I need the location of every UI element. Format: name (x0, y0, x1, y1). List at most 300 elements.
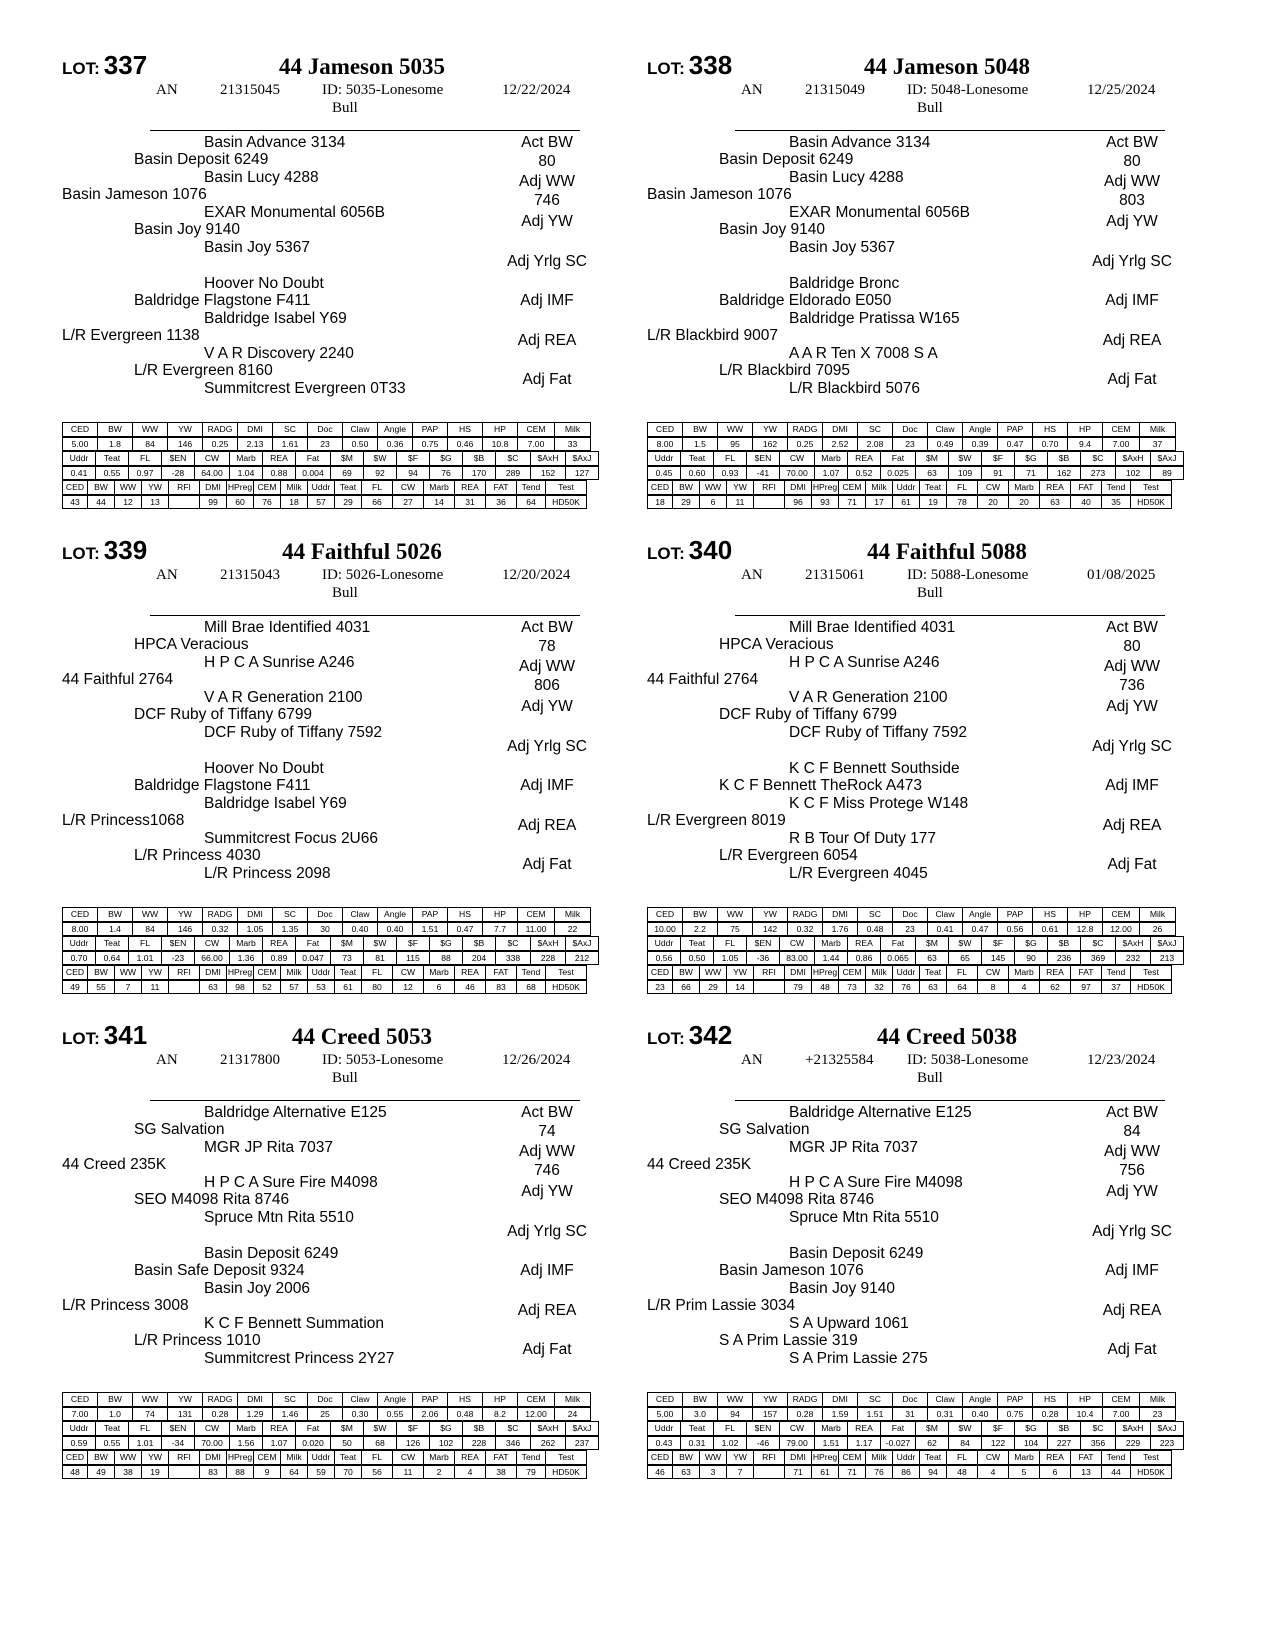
epd-row-container (62, 466, 590, 481)
pedigree-name: SEO M4098 Rita 8746 (134, 1191, 290, 1208)
epd-row-table (647, 480, 1172, 495)
epd-table (647, 422, 1177, 509)
epd-header-cell: Uddr (893, 1451, 920, 1465)
pedigree-name: Hoover No Doubt (204, 275, 324, 292)
epd-header-cell: HS (448, 1393, 483, 1407)
epd-value-cell: 79 (785, 980, 812, 994)
epd-header-cell: $W (949, 452, 982, 466)
epd-value-cell: 36 (486, 495, 517, 509)
epd-row-wrapper (62, 936, 584, 951)
epd-header-cell: Tend (517, 966, 546, 980)
epd-value-cell: 102 (430, 1436, 463, 1450)
epd-row-container (647, 922, 1169, 937)
epd-value-cell: 97 (1071, 980, 1102, 994)
epd-value-cell: 13 (142, 495, 169, 509)
pedigree-name: V A R Generation 2100 (789, 689, 948, 706)
epd-header-cell: Teat (920, 1451, 947, 1465)
epd-header-cell: CEM (1103, 908, 1140, 922)
lot-number: 339 (103, 535, 148, 565)
epd-header-cell: WW (718, 423, 753, 437)
epd-header-cell: $F (982, 452, 1015, 466)
epd-header-cell: $M (916, 1422, 949, 1436)
lot-label: LOT: (62, 59, 100, 78)
epd-row-table (62, 980, 587, 995)
epd-header-cell: BW (673, 481, 700, 495)
epd-value-cell: 1.5 (683, 437, 718, 451)
epd-value-cell: 369 (1081, 951, 1116, 965)
epd-header-cell: BW (673, 966, 700, 980)
epd-header-cell: Milk (281, 966, 308, 980)
epd-value-cell: 1.4 (98, 922, 133, 936)
epd-value-cell: 20 (1009, 495, 1040, 509)
epd-header-cell: Claw (928, 1393, 963, 1407)
epd-row-table (647, 907, 1176, 922)
epd-header-cell: SC (858, 908, 893, 922)
epd-header-cell: SC (273, 1393, 308, 1407)
epd-value-cell: -28 (162, 466, 195, 480)
epd-value-cell: 7.00 (518, 437, 555, 451)
epd-header-cell: CEM (254, 1451, 281, 1465)
epd-row-wrapper (62, 480, 584, 495)
epd-value-cell: 0.31 (681, 1436, 714, 1450)
pedigree-name: DCF Ruby of Tiffany 6799 (134, 706, 313, 723)
epd-value-cell: -46 (747, 1436, 780, 1450)
epd-header-cell: Uddr (648, 452, 681, 466)
epd-header-cell: YW (753, 423, 788, 437)
epd-value-cell: 71 (785, 1465, 812, 1479)
epd-value-cell: 262 (531, 1436, 566, 1450)
epd-row-container (62, 495, 584, 510)
epd-value-cell: 50 (331, 1436, 364, 1450)
epd-header-cell: CW (978, 481, 1009, 495)
registration-number: 21315049 (805, 82, 865, 98)
epd-value-cell: -41 (747, 466, 780, 480)
epd-row-table (647, 965, 1172, 980)
sex-label: Bull (332, 100, 358, 116)
epd-value-cell: 0.93 (714, 466, 747, 480)
epd-header-cell: $G (430, 937, 463, 951)
epd-value-cell: 71 (839, 495, 866, 509)
epd-value-cell: 63 (673, 1465, 700, 1479)
pedigree-name: 44 Creed 235K (62, 1156, 167, 1173)
registration-number: +21325584 (805, 1052, 874, 1068)
epd-header-cell: FL (947, 1451, 978, 1465)
epd-header-cell: YW (168, 908, 203, 922)
epd-value-cell: 6 (700, 495, 727, 509)
epd-value-cell: 237 (566, 1436, 599, 1450)
performance-data (1077, 134, 1187, 434)
epd-value-cell: 0.31 (928, 1407, 963, 1421)
epd-header-cell: Milk (1140, 908, 1176, 922)
birth-date: 12/23/2024 (1087, 1052, 1156, 1068)
sex-label: Bull (332, 585, 358, 601)
adj-yw-label: Adj YW (521, 1183, 573, 1200)
epd-header-cell: HS (1033, 1393, 1068, 1407)
epd-header-cell: FL (714, 1422, 747, 1436)
epd-value-cell: 66 (673, 980, 700, 994)
epd-value-cell: 0.39 (963, 437, 998, 451)
epd-value-cell: 0.41 (63, 466, 96, 480)
epd-value-cell: 142 (753, 922, 788, 936)
epd-header-cell: $AxJ (566, 937, 599, 951)
pedigree-name: Basin Joy 2006 (204, 1280, 310, 1297)
epd-header-cell: Angle (378, 1393, 413, 1407)
pedigree-name: K C F Bennett TheRock A473 (719, 777, 923, 794)
act-bw-value: 80 (1123, 638, 1141, 655)
epd-value-cell: 0.50 (681, 951, 714, 965)
epd-header-cell: SC (273, 423, 308, 437)
epd-header-cell: BW (88, 1451, 115, 1465)
epd-value-cell: 64.00 (195, 466, 230, 480)
header-divider (150, 130, 580, 131)
epd-row-container (62, 422, 584, 437)
pedigree-name: L/R Evergreen 1138 (62, 327, 200, 344)
epd-row-container (647, 451, 1177, 466)
epd-header-row (648, 423, 1176, 437)
performance-data (1077, 1104, 1187, 1404)
epd-value-cell: 0.004 (296, 466, 331, 480)
epd-value-cell: 1.01 (129, 1436, 162, 1450)
registration-number: 21317800 (220, 1052, 280, 1068)
epd-header-cell: Marb (1009, 966, 1040, 980)
epd-row-container (647, 936, 1177, 951)
act-bw-label: Act BW (521, 619, 573, 636)
epd-value-cell: 25 (308, 1407, 343, 1421)
epd-header-cell: CED (63, 481, 88, 495)
lot-number-header (647, 1020, 732, 1051)
epd-value-row (63, 1407, 591, 1421)
epd-header-cell: Angle (963, 1393, 998, 1407)
epd-value-cell: 229 (1116, 1436, 1151, 1450)
animal-info-row (62, 567, 602, 607)
epd-header-cell: CW (393, 966, 424, 980)
epd-header-cell: Milk (1140, 1393, 1176, 1407)
animal-name: 44 Jameson 5035 (278, 54, 446, 79)
sex-label: Bull (917, 1070, 943, 1086)
epd-value-cell: 0.47 (448, 922, 483, 936)
epd-value-cell: 1.51 (413, 922, 448, 936)
pedigree-name: K C F Miss Protege W148 (789, 795, 969, 812)
lot-label: LOT: (62, 544, 100, 563)
epd-header-cell: Uddr (63, 452, 96, 466)
epd-header-cell: $B (1048, 937, 1081, 951)
adj-ww-value: 803 (1119, 192, 1145, 209)
epd-header-cell: Marb (424, 481, 455, 495)
epd-value-cell: 48 (63, 1465, 88, 1479)
epd-header-cell: $AxH (531, 1422, 566, 1436)
epd-row-table (62, 907, 591, 922)
epd-header-cell: $W (364, 452, 397, 466)
pedigree-name: HPCA Veracious (719, 636, 834, 653)
epd-header-cell: Uddr (63, 937, 96, 951)
epd-header-cell: CEM (1103, 1393, 1140, 1407)
epd-value-cell: 1.76 (823, 922, 858, 936)
epd-header-row (648, 481, 1172, 495)
epd-header-cell: $C (496, 452, 531, 466)
epd-row-wrapper (647, 466, 1169, 481)
epd-value-cell: 0.47 (963, 922, 998, 936)
epd-value-cell: 356 (1081, 1436, 1116, 1450)
epd-header-cell: Uddr (893, 966, 920, 980)
epd-value-cell: 0.55 (96, 1436, 129, 1450)
epd-header-row (63, 452, 599, 466)
epd-value-cell: 0.97 (129, 466, 162, 480)
epd-header-cell: $AxJ (566, 1422, 599, 1436)
epd-value-row (63, 466, 599, 480)
epd-header-cell: HP (483, 423, 518, 437)
epd-value-cell: 0.40 (378, 922, 413, 936)
epd-header-cell: Teat (335, 1451, 362, 1465)
epd-value-cell: 0.45 (648, 466, 681, 480)
epd-value-cell: 6 (424, 980, 455, 994)
birth-date: 12/26/2024 (502, 1052, 571, 1068)
performance-data (492, 1104, 602, 1404)
epd-value-cell: 223 (1151, 1436, 1184, 1450)
epd-value-cell: 1.44 (815, 951, 848, 965)
epd-value-cell: 78 (947, 495, 978, 509)
animal-name: 44 Jameson 5048 (863, 54, 1031, 79)
epd-header-cell: Test (1131, 966, 1172, 980)
epd-row-wrapper (647, 437, 1169, 452)
epd-header-cell: $F (982, 937, 1015, 951)
epd-header-cell: $W (364, 937, 397, 951)
pedigree-name: R B Tour Of Duty 177 (789, 830, 937, 847)
epd-value-row (63, 1465, 587, 1479)
epd-header-cell: RADG (203, 908, 238, 922)
epd-row-container (62, 965, 584, 980)
epd-header-cell: RFI (754, 481, 785, 495)
pedigree-name: DCF Ruby of Tiffany 7592 (204, 724, 383, 741)
epd-value-cell: 24 (555, 1407, 591, 1421)
epd-header-cell: Milk (555, 1393, 591, 1407)
epd-header-cell: $M (916, 452, 949, 466)
epd-header-cell: FAT (486, 966, 517, 980)
epd-header-cell: $AxJ (1151, 452, 1184, 466)
epd-row-container (647, 495, 1169, 510)
epd-value-cell: HD50K (546, 1465, 587, 1479)
epd-header-cell: $AxJ (1151, 1422, 1184, 1436)
epd-value-row (63, 1436, 599, 1450)
epd-header-cell: RADG (203, 1393, 238, 1407)
pedigree (647, 134, 1077, 434)
epd-header-cell: HPreg (227, 482, 253, 493)
epd-header-cell: FL (129, 1422, 162, 1436)
epd-row-container (647, 1407, 1169, 1422)
epd-header-cell: $EN (747, 937, 780, 951)
epd-value-cell: 1.29 (238, 1407, 273, 1421)
epd-row-table (647, 466, 1184, 481)
epd-value-cell: 1.56 (230, 1436, 263, 1450)
epd-header-cell: Teat (681, 452, 714, 466)
adj-imf-label: Adj IMF (1105, 777, 1159, 794)
epd-row-table (647, 980, 1172, 995)
epd-header-cell: $B (1048, 1422, 1081, 1436)
pedigree-name: Summitcrest Focus 2U66 (204, 830, 378, 847)
pedigree-name: Hoover No Doubt (204, 760, 324, 777)
pedigree-name: Basin Joy 9140 (719, 221, 825, 238)
epd-header-cell: PAP (998, 908, 1033, 922)
epd-header-cell: Milk (866, 1451, 893, 1465)
epd-header-row (63, 481, 587, 495)
adj-ww-label: Adj WW (519, 173, 575, 190)
epd-header-cell: Marb (815, 452, 848, 466)
pedigree-name: Baldridge Isabel Y69 (204, 795, 347, 812)
epd-row-table (647, 951, 1184, 966)
epd-row-container (62, 1465, 584, 1480)
pedigree-name: H P C A Sunrise A246 (789, 654, 940, 671)
epd-header-cell: DMI (823, 423, 858, 437)
epd-value-cell: 338 (496, 951, 531, 965)
epd-header-row (63, 908, 591, 922)
epd-header-cell: WW (700, 1451, 727, 1465)
epd-header-cell: $AxH (1116, 452, 1151, 466)
epd-header-cell: CED (63, 908, 98, 922)
epd-row-container (62, 1407, 584, 1422)
epd-value-cell: 2.08 (858, 437, 893, 451)
pedigree-name: Summitcrest Princess 2Y27 (204, 1350, 395, 1367)
epd-value-row (648, 1436, 1184, 1450)
epd-header-cell: Teat (335, 966, 362, 980)
epd-value-cell: 236 (1048, 951, 1081, 965)
epd-header-cell: RFI (754, 1451, 785, 1465)
epd-value-cell: 2 (424, 1465, 455, 1479)
pedigree-name: Spruce Mtn Rita 5510 (789, 1209, 939, 1226)
epd-value-cell: 27 (393, 495, 424, 509)
epd-header-cell: DMI (200, 1451, 227, 1465)
epd-header-cell: Claw (343, 423, 378, 437)
sex-label: Bull (917, 585, 943, 601)
animal-info-row (62, 82, 602, 122)
pedigree-name: L/R Evergreen 8019 (647, 812, 786, 829)
epd-header-cell: CW (780, 937, 815, 951)
epd-header-cell: HS (448, 908, 483, 922)
adj-fat-label: Adj Fat (1107, 371, 1157, 388)
epd-value-cell: 228 (531, 951, 566, 965)
adj-ww-label: Adj WW (519, 1143, 575, 1160)
epd-value-cell: 1.05 (714, 951, 747, 965)
epd-value-cell: HD50K (1131, 495, 1172, 509)
epd-header-cell: FAT (1071, 1451, 1102, 1465)
epd-row-table (62, 451, 599, 466)
epd-header-cell: CW (780, 452, 815, 466)
epd-value-cell: 19 (920, 495, 947, 509)
pedigree-name: S A Prim Lassie 275 (789, 1350, 928, 1367)
epd-row-wrapper (647, 980, 1169, 995)
animal-name: 44 Creed 5053 (291, 1024, 433, 1049)
epd-header-cell: BW (683, 423, 718, 437)
epd-value-cell: 0.41 (928, 922, 963, 936)
epd-value-cell: 0.065 (881, 951, 916, 965)
epd-row-container (62, 437, 584, 452)
epd-value-cell: 0.25 (203, 437, 238, 451)
epd-header-cell: SC (858, 423, 893, 437)
epd-value-cell: 29 (700, 980, 727, 994)
epd-row-wrapper (62, 980, 584, 995)
epd-header-row (63, 937, 599, 951)
epd-header-cell: Teat (681, 937, 714, 951)
epd-row-table (647, 922, 1176, 937)
epd-value-cell: 0.020 (296, 1436, 331, 1450)
adj-ww-value: 746 (534, 1162, 560, 1179)
epd-value-cell: 1.59 (823, 1407, 858, 1421)
epd-value-cell: 23 (893, 922, 928, 936)
epd-header-cell: WW (700, 966, 727, 980)
epd-value-cell: -36 (747, 951, 780, 965)
epd-header-cell: $C (496, 1422, 531, 1436)
registration-number: 21315045 (220, 82, 280, 98)
epd-row-container (62, 951, 590, 966)
epd-header-cell: FAT (486, 481, 517, 495)
lot-label: LOT: (647, 1029, 685, 1048)
adj-yw-label: Adj YW (521, 213, 573, 230)
pedigree-name: Basin Joy 9140 (134, 221, 240, 238)
animal-id: ID: 5088-Lonesome (907, 567, 1029, 583)
epd-row-wrapper (647, 480, 1169, 495)
epd-header-cell: Doc (893, 908, 928, 922)
epd-header-cell: Doc (308, 423, 343, 437)
act-bw-value: 78 (538, 638, 556, 655)
performance-data (1077, 619, 1187, 919)
epd-header-cell: Teat (96, 1422, 129, 1436)
epd-value-cell: 63 (916, 466, 949, 480)
epd-value-cell: 63 (916, 951, 949, 965)
epd-header-cell: $AxH (1116, 1422, 1151, 1436)
epd-value-cell: 69 (331, 466, 364, 480)
epd-value-cell: 5 (1009, 1465, 1040, 1479)
pedigree-name: EXAR Monumental 6056B (789, 204, 970, 221)
epd-value-cell: 6 (1040, 1465, 1071, 1479)
epd-value-cell: 10.4 (1068, 1407, 1103, 1421)
epd-row-container (62, 1392, 584, 1407)
epd-value-cell: 84 (133, 922, 168, 936)
epd-value-cell: 57 (281, 980, 308, 994)
epd-value-cell: 71 (1015, 466, 1048, 480)
epd-header-cell: Tend (1102, 1451, 1131, 1465)
epd-header-cell: Teat (920, 481, 947, 495)
pedigree-name: V A R Discovery 2240 (204, 345, 354, 362)
epd-header-cell: $F (397, 1422, 430, 1436)
epd-value-row (648, 1465, 1172, 1479)
epd-header-cell: YW (142, 1451, 169, 1465)
epd-row-table (62, 480, 587, 495)
epd-header-row (63, 1422, 599, 1436)
epd-value-cell: 31 (455, 495, 486, 509)
epd-row-table (62, 1450, 587, 1465)
epd-value-cell: 104 (1015, 1436, 1048, 1450)
epd-value-cell: 157 (753, 1407, 788, 1421)
act-bw-value: 80 (1123, 153, 1141, 170)
epd-value-cell: 7.00 (1103, 1407, 1140, 1421)
epd-header-cell: YW (753, 908, 788, 922)
pedigree-name: L/R Princess 3008 (62, 1297, 189, 1314)
epd-header-cell: CED (648, 423, 683, 437)
epd-value-cell: 0.64 (96, 951, 129, 965)
epd-row-table (647, 1450, 1172, 1465)
epd-header-cell: Test (546, 966, 587, 980)
epd-header-cell: CED (648, 908, 683, 922)
pedigree-name: Mill Brae Identified 4031 (204, 619, 371, 636)
epd-row-wrapper (62, 1421, 584, 1436)
epd-header-row (648, 1451, 1172, 1465)
adj-ww-value: 746 (534, 192, 560, 209)
epd-value-row (648, 437, 1176, 451)
epd-value-cell: 1.0 (98, 1407, 133, 1421)
epd-value-cell: 0.55 (96, 466, 129, 480)
epd-row-wrapper (62, 965, 584, 980)
epd-header-row (648, 966, 1172, 980)
epd-header-cell: Uddr (648, 1422, 681, 1436)
epd-row-wrapper (62, 437, 584, 452)
